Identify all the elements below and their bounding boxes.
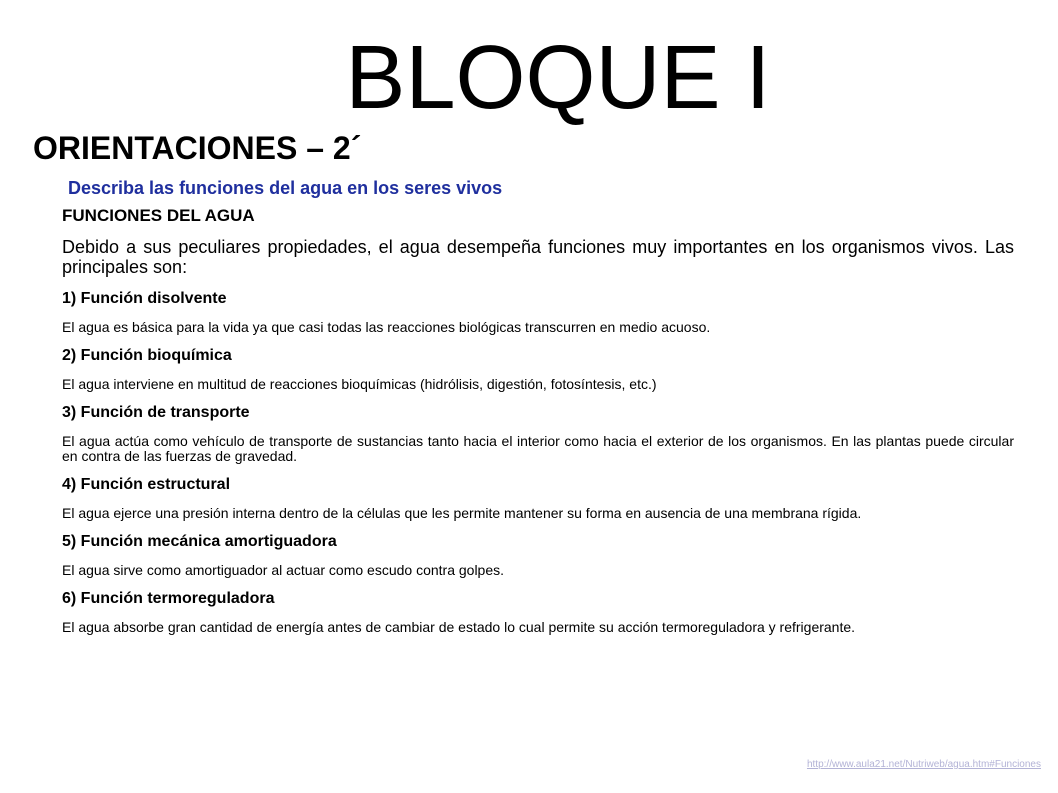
function-item-estructural [62, 475, 1014, 521]
section-heading: FUNCIONES DEL AGUA [62, 206, 255, 225]
function-title: 2) Función bioquímica [62, 347, 232, 364]
function-text: El agua interviene en multitud de reacciones bioquímicas (hidrólisis, digestión, fotosíntesis, etc.) [62, 376, 657, 392]
function-item-transporte [62, 403, 1014, 464]
function-text: El agua actúa como vehículo de transporte de sustancias tanto hacia el interior como hacia el exterior de los organismos. En las plantas puede circular en contra de las fuerzas de gravedad. [62, 433, 1014, 464]
function-text: El agua ejerce una presión interna dentro de la células que les permite mantener su forma en ausencia de una membrana rígida. [62, 505, 862, 521]
question-text: Describa las funciones del agua en los seres vivos [68, 178, 503, 198]
function-item-disolvente [62, 289, 1014, 335]
function-title: 5) Función mecánica amortiguadora [62, 533, 337, 550]
function-text: El agua sirve como amortiguador al actuar como escudo contra golpes. [62, 562, 505, 578]
subtitle: ORIENTACIONES – 2´ [33, 130, 362, 166]
slide-title: BLOQUE I [345, 28, 771, 128]
function-text: El agua es básica para la vida ya que casi todas las reacciones biológicas transcurren en medio acuoso. [62, 319, 711, 335]
function-text: El agua absorbe gran cantidad de energía antes de cambiar de estado lo cual permite su acción termoreguladora y refrigerante. [62, 619, 856, 635]
content-body [62, 204, 1014, 646]
function-item-amortiguadora [62, 532, 1014, 578]
function-title: 4) Función estructural [62, 476, 231, 493]
intro-paragraph: Debido a sus peculiares propiedades, el agua desempeña funciones muy importantes en los organismos vivos. Las principales son: [62, 237, 1014, 277]
function-title: 6) Función termoreguladora [62, 590, 275, 607]
source-link[interactable]: http://www.aula21.net/Nutriweb/agua.htm#Funciones [806, 759, 1041, 770]
function-item-bioquimica [62, 346, 1014, 392]
function-item-termoreguladora [62, 589, 1014, 635]
function-title: 1) Función disolvente [62, 290, 227, 307]
function-title: 3) Función de transporte [62, 404, 250, 421]
